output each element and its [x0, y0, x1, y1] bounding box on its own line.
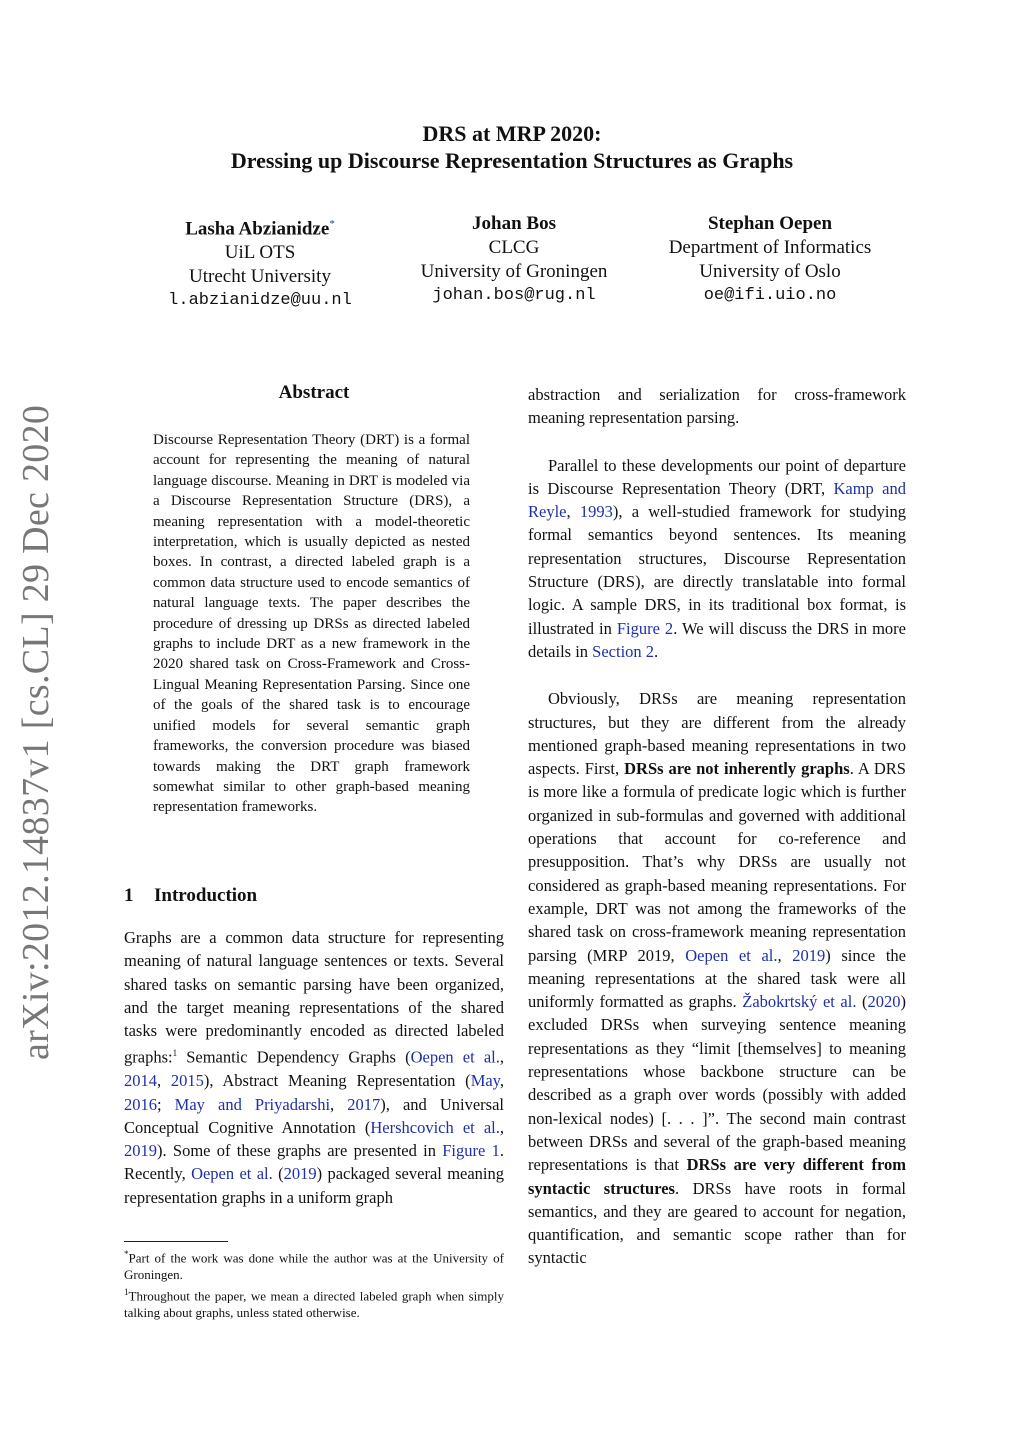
citation-link[interactable]: 2014 [124, 1071, 157, 1091]
emphasis-text: DRSs are not inherently graphs [624, 759, 850, 779]
body-text: . [654, 641, 659, 661]
citation-link[interactable]: Žabokrtský et al. [742, 992, 857, 1012]
abstract-heading: Abstract [278, 382, 350, 403]
author-institution: Utrecht University [189, 266, 331, 288]
footnote-item [124, 1246, 504, 1283]
footnote-text: Throughout the paper, we mean a directed labeled graph when simply talking about graphs, unless stated otherwise. [124, 1288, 504, 1321]
citation-link[interactable]: May [470, 1071, 500, 1091]
body-text: ) excluded DRSs when surveying sentence meaning representations as they “limit [themselves] to meaning representations whose backbone structure can be described as a graph over words (possibly with added non-lexical nodes) [. . . ]”. The second main contrast between DRSs and several of the graph-based meaning representations is that [528, 992, 907, 1175]
body-text: Parallel to these developments our point of departure is Discourse Representation Theory (DRT, [528, 455, 906, 498]
citation-link[interactable]: 2019 [124, 1141, 157, 1161]
arxiv-stamp: arXiv:2012.14837v1 [cs.CL] 29 Dec 2020 [15, 404, 57, 1060]
body-text: Semantic Dependency Graphs ( [177, 1047, 411, 1067]
footnote-mark: * [124, 1249, 129, 1259]
footnotes [124, 1246, 504, 1323]
author-name: Lasha Abzianidze [185, 218, 330, 240]
author-name-line [140, 212, 380, 241]
body-text: ), Abstract Meaning Representation ( [203, 1071, 471, 1091]
body-text: . DRSs have roots in formal semantics, and they are geared to account for negation, quantification, and semantic scope rather than for syntactic [528, 1178, 906, 1268]
citation-link[interactable]: 2017 [347, 1094, 381, 1114]
body-text: ). Some of these graphs are presented in [157, 1141, 443, 1161]
body-text: . We will discuss the DRS in more details in [528, 618, 906, 661]
citation-link[interactable]: Oepen et al. [191, 1164, 273, 1184]
author-email: l.abzianidze@uu.nl [168, 291, 352, 311]
body-text: . Recently, [124, 1141, 504, 1184]
author-name: Johan Bos [472, 213, 556, 234]
author-block [394, 212, 634, 308]
author-name: Stephan Oepen [707, 213, 833, 234]
section-title: Introduction [154, 885, 258, 906]
citation-link[interactable]: 2019 [283, 1164, 317, 1184]
footnote-mark: 1 [124, 1287, 129, 1298]
right-column [528, 383, 906, 1270]
citation-link[interactable]: Hershcovich et al. [370, 1117, 500, 1137]
footnote-text: Part of the work was done while the author was at the University of Groningen. [124, 1250, 504, 1282]
citation-link[interactable]: 2016 [124, 1094, 157, 1114]
citation-link[interactable]: 2020 [867, 992, 901, 1012]
author-institution: University of Oslo [699, 261, 841, 282]
body-text: ) packaged several meaning representation graphs in a uniform graph [124, 1164, 505, 1207]
abstract-text: Discourse Representation Theory (DRT) is a formal account for representing the meaning of natural language discourse. Meaning in DRT is modeled via a Discourse Representation Structure (DRS), a meaning representation with a model-theoretic interpretation, which is usually depicted as nested boxes. In contrast, a directed labeled graph is a common data structure used to encode semantics of natural language texts. The paper describes the procedure of dressing up DRSs as directed labeled graphs to include DRT as a new framework in the 2020 shared task on Cross-Framework and Cross-Lingual Meaning Representation Parsing. Since one of the goals of the shared task is to encourage unified models for several semantic graph frameworks, the conversion procedure was biased towards making the DRT graph framework somewhat similar to other graph-based meaning representation frameworks. [153, 432, 470, 816]
body-text: . A DRS is more like a formula of predicate logic which is further organized in sub-formulas and governed with additional operations that account for co-reference and presupposition. That’s why DRSs are usually not considered as graph-based meaning representations. For example, DRT was not among the frameworks of the shared task on cross-framework meaning representation parsing (MRP 2019, [528, 759, 906, 965]
citation-link[interactable]: 2015 [170, 1071, 204, 1091]
body-text: ) since the meaning representations at the shared task were all uniformly formatted as graphs. [528, 945, 906, 1012]
figure-reference-link[interactable]: Figure 1 [442, 1141, 500, 1161]
author-block [650, 212, 890, 308]
body-text: Obviously, DRSs are meaning representation structures, but they are different from the already mentioned graph-based meaning representations in two aspects. First, [528, 689, 906, 779]
section-reference-link[interactable]: Section 2 [592, 641, 655, 661]
footnote-mark[interactable]: * [329, 218, 335, 230]
footnote-separator [124, 1241, 228, 1242]
author-affiliation: Department of Informatics [668, 237, 872, 258]
paragraph: Obviously, DRSs are meaning representation structures, but they are different from the already mentioned graph-based meaning representations in two aspects. First, DRSs are not inherently graphs. A DRS is more like a formula of predicate logic which is further organized in sub-formulas and governed with additional operations that account for co-reference and presupposition. That’s why DRSs are usually not considered as graph-based meaning representations. For example, DRT was not among the frameworks of the shared task on cross-framework meaning representation parsing (MRP 2019, Oepen et al., 2019) since the meaning representations at the shared task were all uniformly formatted as graphs. Žabokrtský et al. (2020) excluded DRSs when surveying sentence meaning representations as they “limit [themselves] to meaning representations whose backbone structure can be described as a graph over words (possibly with added non-lexical nodes) [. . . ]”. The second main contrast between DRSs and several of the graph-based meaning representations is that DRSs are very different from syntactic structures. DRSs have roots in formal semantics, and they are geared to account for negation, quantification, and semantic scope rather than for syntactic [528, 689, 907, 1268]
footnote-mark[interactable]: 1 [172, 1048, 178, 1059]
citation-link[interactable]: Oepen et al. [685, 945, 778, 965]
figure-reference-link[interactable]: Figure 2 [616, 618, 674, 638]
section-number: 1 [124, 885, 134, 906]
footnote-item [124, 1284, 504, 1321]
author-affiliation: UiL OTS [224, 242, 296, 264]
author-block [140, 212, 380, 313]
citation-link[interactable]: Oepen et al. [410, 1047, 500, 1067]
author-email: oe@ifi.uio.no [703, 286, 837, 305]
citation-link[interactable]: Kamp and Reyle [528, 478, 906, 522]
section-heading-introduction [124, 885, 257, 907]
body-text: Graphs are a common data structure for representing meaning of natural language sentences or texts. Several shared tasks on semantic parsing have been organized, and the target meaning representations of the shared tasks were predominantly encoded as directed labeled graphs: [124, 928, 504, 1067]
emphasis-text: DRSs are very different from syntactic structures [528, 1155, 906, 1198]
citation-link[interactable]: 1993 [579, 502, 613, 522]
citation-link[interactable]: May and Priyadarshi [174, 1094, 331, 1114]
author-email: johan.bos@rug.nl [432, 286, 596, 305]
citation-link[interactable]: 2019 [792, 945, 826, 965]
author-institution: University of Groningen [420, 261, 608, 282]
author-affiliation: CLCG [488, 237, 540, 258]
body-text: ), a well-studied framework for studying formal semantics beyond sentences. Its meaning representation structures, Discourse Representation Structure (DRS), are directly translatable into formal logic. A sample DRS, in its traditional box format, is illustrated in [528, 502, 906, 638]
paper-title-line-1: DRS at MRP 2020: [422, 121, 602, 146]
paragraph: abstraction and serialization for cross-framework meaning representation parsing. [528, 385, 906, 428]
paper-title-line-2: Dressing up Discourse Representation Structures as Graphs [230, 148, 794, 173]
body-text: ), and Universal Conceptual Cognitive Annotation ( [124, 1094, 504, 1137]
paragraph: Parallel to these developments our point of departure is Discourse Representation Theory (DRT, Kamp and Reyle, 1993), a well-studied framework for studying formal semantics beyond sentences. Its meaning representation structures, Discourse Representation Structure (DRS), are directly translatable into formal logic. A sample DRS, in its traditional box format, is illustrated in Figure 2. We will discuss the DRS in more details in Section 2. [528, 455, 906, 661]
introduction-paragraph: Graphs are a common data structure for representing meaning of natural language sentences or texts. Several shared tasks on semantic parsing have been organized, and the target meaning representations of the shared tasks were predominantly encoded as directed labeled graphs:$^1$ Semantic Dependency Graphs (Oepen et al., 2014, 2015), Abstract Meaning Representation (May, 2016; May and Priyadarshi, 2017), and Universal Conceptual Cognitive Annotation (Hershcovich et al., 2019). Some of these graphs are presented in Figure 1. Recently, Oepen et al. (2019) packaged several meaning representation graphs in a uniform graph [124, 928, 505, 1207]
